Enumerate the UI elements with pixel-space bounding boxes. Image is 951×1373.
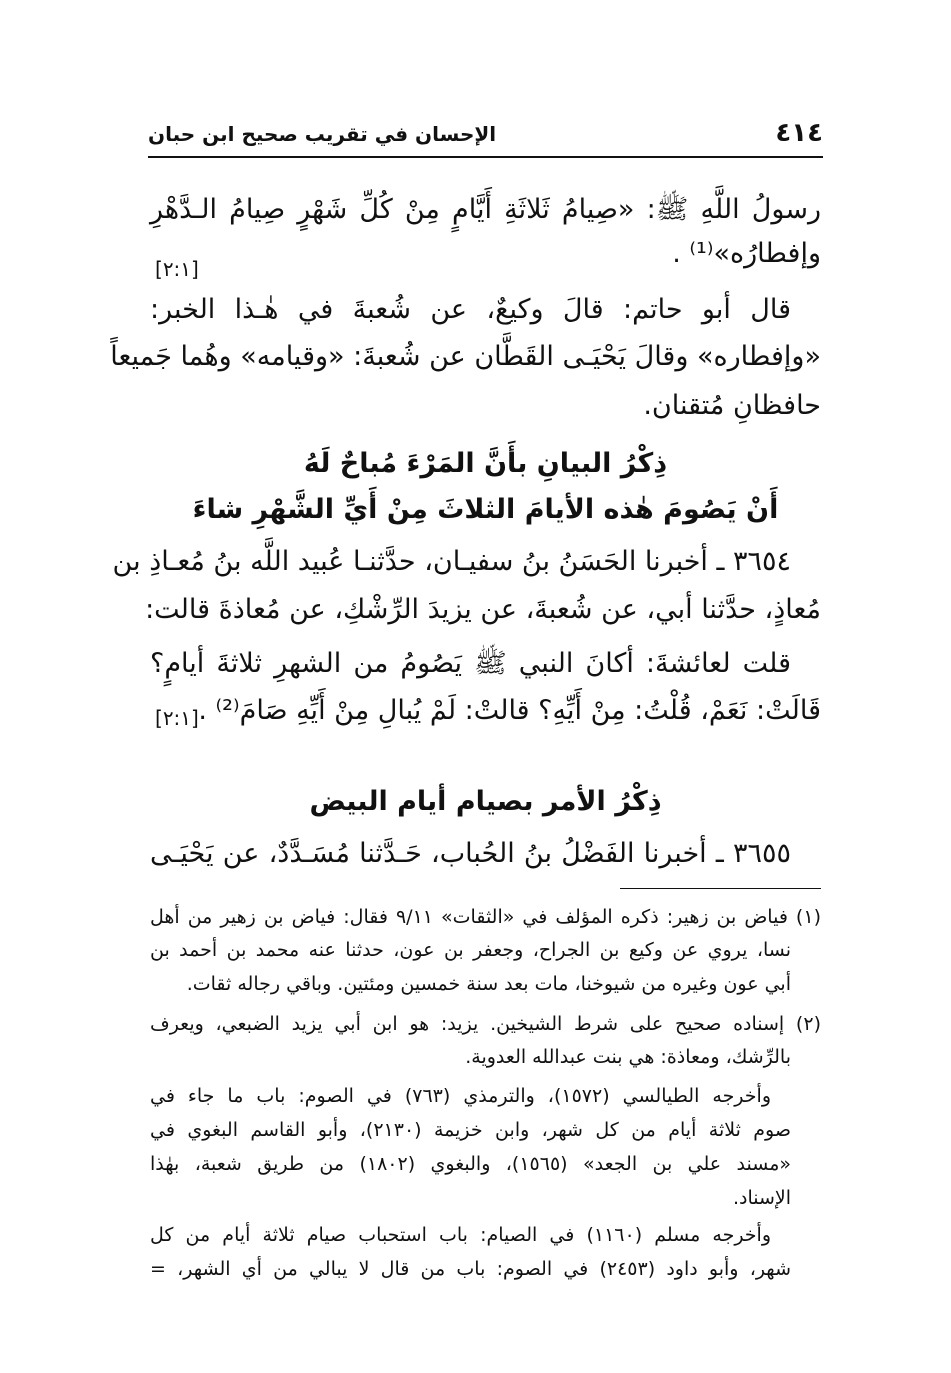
hadith-line: مُعاذٍ، حدَّثنا أبي، عن شُعبةَ، عن يزيدَ الرِّشْكِ، عن مُعاذةَ قالت:: [145, 594, 821, 625]
footnote-line: نسا، يروي عن وكيع بن الجراح، وجعفر بن عون، حدثنا عنه محمد بن أحمد بن: [150, 939, 791, 961]
footnote-line: وأخرجه الطيالسي (١٥٧٢)، والترمذي (٧٦٣) في الصوم: باب ما جاء في: [150, 1085, 771, 1107]
footnote-line: (١) فياض بن زهير: ذكره المؤلف في «الثقات» ٩/١١ فقال: فياض بن زهير من أهل: [150, 906, 821, 928]
hadith-line: ٣٦٥٥ ـ أخبرنا الفَضْلُ بنُ الحُباب، حَـدَّثنا مُسَـدَّدٌ، عن يَحْيَـى: [150, 838, 791, 869]
hadith-line: قلت لعائشةَ: أكانَ النبي ﷺ يَصُومُ من الشهرِ ثلاثةَ أيامٍ؟: [150, 648, 791, 679]
body-line: «وإفطاره» وقالَ يَحْيَـى القَطَّان عن شُعبةَ: «وقيامه» وهُما جَميعاً: [110, 341, 821, 372]
footnote-line: وأخرجه مسلم (١١٦٠) في الصيام: باب استحباب صيام ثلاثة أيام من كل: [150, 1224, 772, 1246]
footnote-line: الإسناد.: [732, 1187, 791, 1209]
footnote-rule: [620, 888, 821, 889]
body-line: حافظانِ مُتقنان.: [643, 390, 821, 421]
footnote-line: بالرِّشك، ومعاذة: هي بنت عبدالله العدوية.: [465, 1046, 791, 1068]
body-line: رسولُ اللَّهِ ﷺ: «صِيامُ ثَلاثَةِ أَيَّامٍ مِنْ كُلِّ شَهْرٍ صِيامُ الـدَّهْرِ: [150, 194, 821, 225]
chapter-heading: ذِكْرُ البيانِ بأَنَّ المَرْءَ مُباحٌ لَهُ: [303, 448, 668, 479]
running-header: [148, 118, 823, 152]
header-rule: [148, 156, 823, 158]
body-line: وإفطارُه»⁽¹⁾ .: [672, 238, 821, 269]
footnote-line: أبي عون وغيره من شيوخنا، مات بعد سنة خمسين ومئتين. وباقي رجاله ثقات.: [186, 973, 791, 995]
footnote-line: (٢) إسناده صحيح على شرط الشيخين. يزيد: هو ابن أبي يزيد الضبعي، ويعرف: [150, 1013, 821, 1035]
book-title: الإحسان في تقريب صحيح ابن حبان: [148, 122, 497, 146]
hadith-reference: [٢:١]: [155, 257, 199, 281]
hadith-line: قَالَتْ: نَعَمْ، قُلْتُ: مِنْ أَيِّهِ؟ قالتْ: لَمْ يُبالِ مِنْ أَيِّهِ صَامَ⁽²⁾ .: [198, 695, 821, 726]
footnote-line: «مسند علي بن الجعد» (١٥٦٥)، والبغوي (١٨٠٢) من طريق شعبة، بهٰذا: [150, 1153, 792, 1175]
chapter-heading: ذِكْرُ الأمر بصيام أيام البيض: [309, 786, 662, 817]
footnote-line: شهر، وأبو داود (٢٤٥٣) في الصوم: باب من قال لا يبالي من أي الشهر، =: [150, 1258, 791, 1280]
page-number: ٤١٤: [775, 118, 823, 148]
hadith-reference: [٢:١]: [155, 706, 199, 730]
chapter-heading: أَنْ يَصُومَ هٰذه الأيامَ الثلاثَ مِنْ أَيِّ الشَّهْرِ شاءَ: [192, 494, 779, 525]
hadith-line: ٣٦٥٤ ـ أخبرنا الحَسَنُ بنُ سفيـان، حدَّثنـا عُبيد اللَّه بنُ مُعـاذِ بن: [112, 546, 791, 577]
body-line: قال أبو حاتم: قالَ وكيعٌ، عن شُعبةَ في هٰـذا الخبر:: [150, 294, 791, 325]
footnote-line: صوم ثلاثة أيام من كل شهر، وابن خزيمة (٢١٣٠)، وأبو القاسم البغوي في: [150, 1119, 791, 1141]
